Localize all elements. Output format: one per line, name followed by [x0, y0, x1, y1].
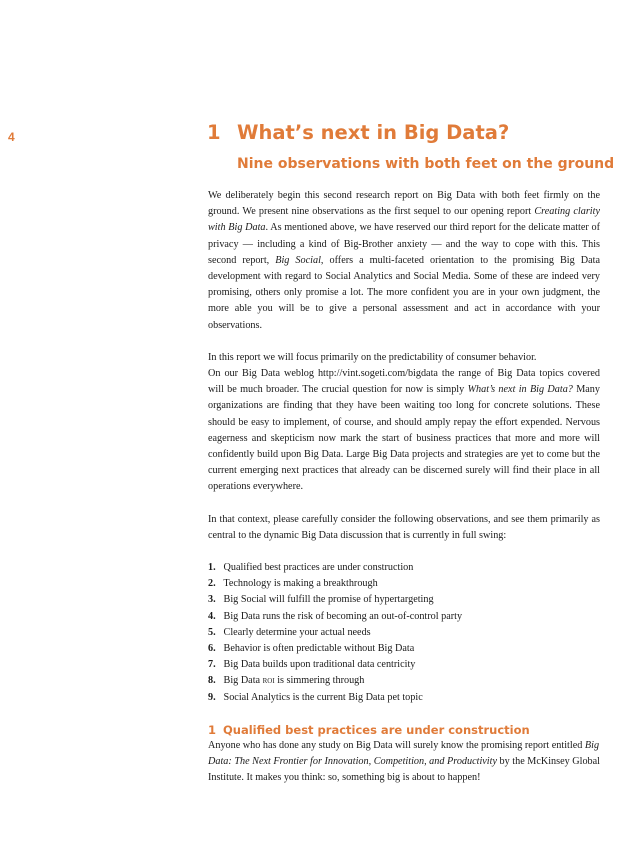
list-item	[208, 560, 600, 576]
list-text: Qualified best practices are under construction	[223, 562, 414, 574]
report-title-emphasis: Big Data: The Next Frontier for Innovation, Competition, and Productivity	[208, 739, 600, 768]
list-number: 9.	[208, 691, 216, 703]
text-run: In this report we will focus primarily on the predictability of consumer behavior.	[208, 351, 537, 363]
text-run: On our Big Data weblog http://vint.sogeti.com/bigdata the range of Big Data topics covered will be much broader. The crucial question for now is simply	[208, 368, 600, 396]
list-text: Big Social will fulfill the promise of hypertargeting	[223, 594, 434, 606]
page-number: 4	[8, 130, 15, 144]
list-text: Technology is making a breakthrough	[223, 578, 378, 590]
text-run: Anyone who has done any study on Big Data will surely know the promising report entitled	[208, 739, 585, 751]
list-text: Social Analytics is the current Big Data pet topic	[223, 691, 423, 703]
list-item	[208, 641, 600, 657]
list-number: 5.	[208, 626, 216, 638]
list-text: Big Data	[223, 675, 263, 687]
list-number: 8.	[208, 675, 216, 687]
text-run: , offers a multi-faceted orientation to the promising Big Data development with regard to Social Analytics and Social Media. Some of these are indeed very promising, others only promise a lot. The more confident you are in your own judgment, the more able you will be to give a personal assessment and act in accordance with your observations.	[208, 254, 600, 331]
section-number: 1	[208, 722, 217, 737]
list-number: 3.	[208, 594, 216, 606]
chapter-title-text: What’s next in Big Data?	[237, 121, 510, 144]
body-text	[208, 188, 600, 803]
chapter-title	[207, 121, 509, 144]
list-number: 6.	[208, 643, 216, 655]
section-title-text: Qualified best practices are under construction	[223, 722, 530, 737]
list-item	[208, 592, 600, 608]
list-number: 7.	[208, 659, 216, 671]
text-run: Many organizations are finding that they have been waiting too long for concrete solutions. These should be easy to implement, of course, and should amply repay the effort expended. Nervous eagerness and skepticism now mark the start of business practices that more and more will confidently build upon Big Data. Large Big Data projects and strategies are yet to come but the current emerging next practices that already can be discerned surely will find their place in all operations everywhere.	[208, 384, 600, 493]
list-number: 2.	[208, 578, 216, 590]
list-item	[208, 609, 600, 625]
list-item	[208, 576, 600, 592]
section-heading	[208, 722, 600, 738]
observations-list	[208, 560, 600, 706]
text-run: . As mentioned above, we have reserved our third report for the delicate matter of privacy — including a kind of Big-Brother anxiety — and the way to cope with this. This second report,	[208, 222, 600, 266]
question-emphasis: What’s next in Big Data?	[467, 384, 573, 396]
chapter-subtitle: Nine observations with both feet on the ground	[237, 156, 615, 172]
list-item	[208, 625, 600, 641]
list-item	[208, 673, 600, 689]
list-text: Clearly determine your actual needs	[223, 626, 371, 638]
chapter-number: 1	[207, 121, 221, 144]
list-number: 4.	[208, 610, 216, 622]
list-text: Big Data runs the risk of becoming an out-of-control party	[223, 610, 463, 622]
report-title-emphasis: Creating clarity with Big Data	[208, 206, 600, 234]
intro-paragraph-3: In that context, please carefully consider the following observations, and see them primarily as central to the dynamic Big Data discussion that is currently in full swing:	[208, 513, 600, 541]
list-text: is simmering through	[274, 675, 365, 687]
list-item	[208, 657, 600, 673]
report-title-emphasis: Big Social	[275, 254, 321, 266]
intro-paragraph-1	[208, 188, 600, 334]
section-paragraph	[208, 738, 600, 787]
list-number: 1.	[208, 562, 216, 574]
list-item	[208, 690, 600, 706]
roi-small-caps: roi	[262, 675, 275, 687]
text-run: We deliberately begin this second research report on Big Data with both feet firmly on the ground. We present nine observations as the first sequel to our opening report	[208, 190, 600, 218]
list-text: Behavior is often predictable without Big Data	[223, 643, 415, 655]
text-run: by the McKinsey Global Institute. It makes you think: so, something big is about to happen!	[208, 756, 600, 784]
list-text: Big Data builds upon traditional data centricity	[223, 659, 416, 671]
intro-paragraph-2	[208, 350, 600, 496]
